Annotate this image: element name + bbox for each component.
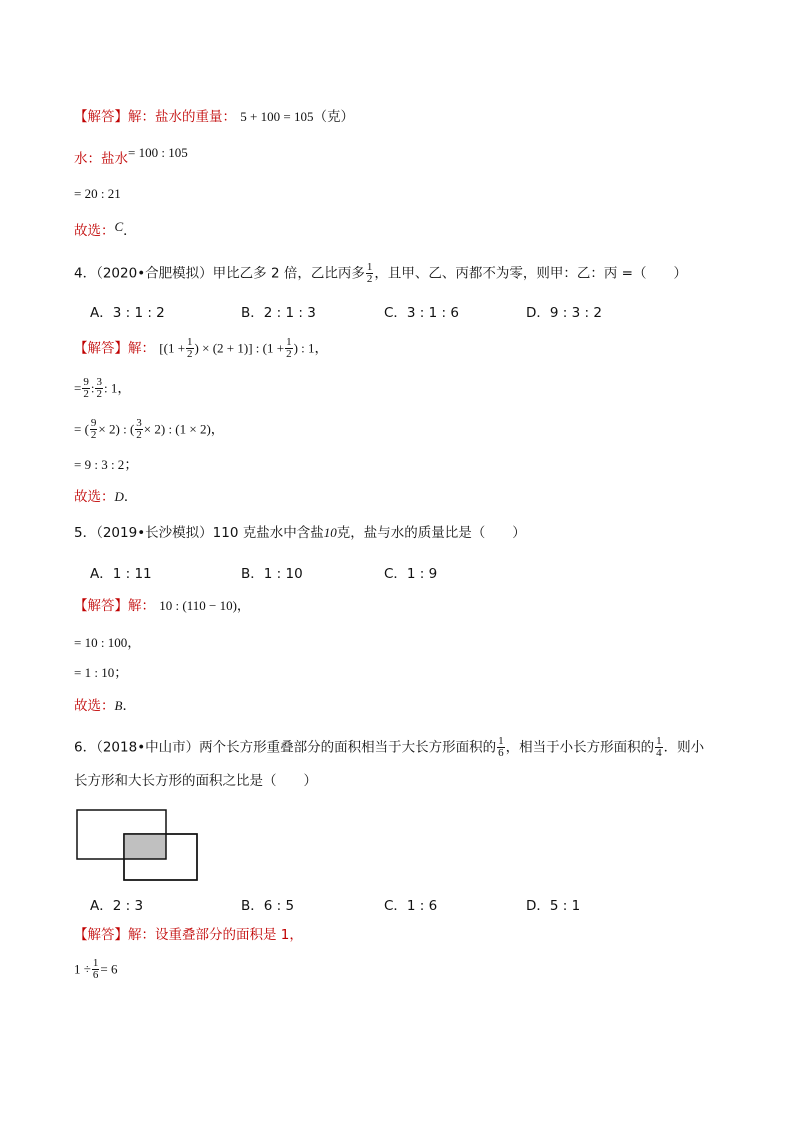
q5-stem-number: 10	[323, 525, 337, 540]
denominator: 2	[366, 273, 373, 285]
q4-expr-part-c: ) : 1	[293, 340, 315, 356]
denominator: 2	[90, 429, 97, 441]
overlap-region	[124, 834, 166, 859]
numerator: 1	[286, 336, 292, 348]
denominator: 2	[286, 348, 292, 360]
denominator: 6	[498, 747, 504, 759]
q6-fraction-one-sixth-b	[92, 958, 100, 981]
numerator: 1	[92, 957, 99, 969]
q4-answer-letter: D	[114, 489, 124, 504]
q5-solution-line-1	[74, 597, 250, 615]
q3-weight-expr: 5 + 100 = 105	[240, 109, 314, 124]
q6-stem-text-c: ．则小	[663, 739, 705, 756]
comma: ，	[314, 340, 329, 357]
q4-solution-line-2	[74, 377, 131, 400]
equals-sign: =	[74, 380, 82, 396]
denominator: 2	[83, 388, 89, 400]
q5-answer-letter: B	[114, 698, 123, 713]
q4-expr-part-b: ) × (2 + 1)] : (1 +	[194, 340, 285, 356]
period: ．	[123, 489, 138, 505]
fraction-nine-half	[90, 418, 98, 441]
fraction-one-half	[285, 337, 293, 360]
q4-stem-text-b: ，且甲、乙、丙都不为零，则甲：乙：丙 =（ ）	[374, 265, 687, 282]
denominator: 4	[656, 747, 662, 759]
q6-stem-line-2: 长方形和大长方形的面积之比是（ ）	[74, 773, 317, 789]
q4-solution-line-1	[74, 337, 328, 360]
q5-option-a[interactable]: A．1 : 11	[90, 566, 152, 582]
q3-answer-letter: C	[114, 219, 124, 234]
q4-result: = 9 : 3 : 2	[74, 457, 125, 472]
answer-tag: 【解答】	[74, 340, 128, 357]
q6-expr-a: 1 ÷	[74, 961, 91, 977]
q6-expr-b: = 6	[100, 961, 118, 977]
comma: ，	[117, 380, 131, 397]
answer-tag: 【解答】	[74, 109, 128, 125]
q6-fraction-one-quarter	[655, 736, 663, 759]
q4-solution-line-3	[74, 418, 224, 441]
jie-label: 解：	[128, 927, 155, 943]
numerator: 9	[83, 376, 89, 388]
q6-solution-line-1	[74, 926, 303, 944]
q5-option-b[interactable]: B．1 : 10	[241, 566, 303, 582]
q4-expr-part-a: [(1 +	[159, 340, 186, 356]
q4-expr-tail: : 1	[103, 380, 118, 396]
answer-prefix: 故选：	[74, 698, 115, 714]
answer-prefix: 故选：	[74, 489, 115, 505]
q5-expr-1: 10 : (110 − 10)	[159, 598, 237, 613]
fraction-three-half	[135, 418, 143, 441]
q6-solution-text: 设重叠部分的面积是 1，	[155, 927, 303, 943]
numerator: 3	[136, 417, 142, 429]
answer-tag: 【解答】	[74, 927, 128, 943]
jie-label: 解：	[128, 109, 155, 125]
q3-solution-line-2	[74, 145, 188, 168]
numerator: 9	[90, 417, 97, 429]
period: ．	[123, 223, 137, 239]
overlapping-rectangles-diagram	[74, 806, 204, 886]
denominator: 2	[187, 348, 193, 360]
period: ．	[122, 698, 136, 714]
denominator: 6	[92, 969, 99, 981]
q4-expr-part-b: × 2) : (	[98, 421, 135, 437]
q4-option-d[interactable]: D．9 : 3 : 2	[526, 305, 602, 321]
q3-solution-line-1	[74, 108, 354, 126]
q4-stem	[74, 262, 687, 285]
numerator: 1	[498, 735, 504, 747]
q3-ratio-expr: = 100 : 105	[128, 145, 188, 160]
comma: ，	[236, 598, 251, 614]
q3-answer-line	[74, 219, 137, 240]
q5-stem-text-b: 克，盐与水的质量比是（ ）	[336, 525, 526, 541]
colon: :	[90, 380, 95, 396]
q4-expr-part-c: × 2) : (1 × 2)	[143, 421, 211, 437]
q4-option-b[interactable]: B．2 : 1 : 3	[241, 305, 316, 321]
numerator: 1	[366, 261, 373, 273]
q6-stem-text-b: ，相当于小长方形面积的	[505, 739, 655, 756]
q3-ratio-label: 水：盐水	[74, 151, 128, 167]
q5-option-c[interactable]: C．1 : 9	[384, 566, 438, 582]
q6-option-c[interactable]: C．1 : 6	[384, 898, 438, 914]
q4-answer-line	[74, 488, 137, 506]
fraction-one-half	[186, 337, 194, 360]
semicolon: ；	[114, 665, 128, 681]
numerator: 3	[96, 376, 102, 388]
q5-solution-line-3	[74, 664, 128, 682]
q4-option-c[interactable]: C．3 : 1 : 6	[384, 305, 459, 321]
answer-prefix: 故选：	[74, 223, 115, 239]
q6-option-a[interactable]: A．2 : 3	[90, 898, 144, 914]
q6-stem-line-1	[74, 736, 704, 759]
q3-solution-line-3: = 20 : 21	[74, 186, 121, 201]
q4-expr-part-a: = (	[74, 421, 89, 437]
q6-solution-line-2	[74, 958, 117, 981]
numerator: 1	[656, 735, 662, 747]
fraction-nine-half	[82, 377, 90, 400]
q6-stem-text-a: 6．（2018•中山市）两个长方形重叠部分的面积相当于大长方形面积的	[74, 739, 497, 756]
numerator: 1	[187, 336, 193, 348]
q5-stem	[74, 524, 526, 542]
jie-label: 解：	[128, 340, 155, 357]
semicolon: ；	[124, 457, 138, 473]
q3-unit: （克）	[313, 109, 354, 125]
comma: ，	[127, 635, 141, 651]
q5-expr-2: = 10 : 100	[74, 635, 128, 650]
denominator: 2	[136, 429, 142, 441]
jie-label: 解：	[128, 598, 155, 614]
q3-weight-label: 盐水的重量：	[155, 109, 236, 125]
q6-option-d[interactable]: D．5 : 1	[526, 898, 581, 914]
q6-option-b[interactable]: B．6 : 5	[241, 898, 295, 914]
q4-option-a[interactable]: A．3 : 1 : 2	[90, 305, 165, 321]
q5-stem-text-a: 5．（2019•长沙模拟）110 克盐水中含盐	[74, 525, 324, 541]
answer-tag: 【解答】	[74, 598, 128, 614]
q5-answer-line	[74, 697, 136, 715]
comma: ，	[210, 421, 225, 438]
q4-half-fraction	[366, 262, 374, 285]
q4-solution-line-4	[74, 456, 138, 474]
q6-fraction-one-sixth	[497, 736, 505, 759]
q5-solution-line-2	[74, 634, 141, 652]
denominator: 2	[96, 388, 102, 400]
q4-stem-text-a: 4．（2020•合肥模拟）甲比乙多 2 倍，乙比丙多	[74, 265, 365, 282]
q5-expr-3: = 1 : 10	[74, 665, 115, 680]
fraction-three-half	[95, 377, 103, 400]
